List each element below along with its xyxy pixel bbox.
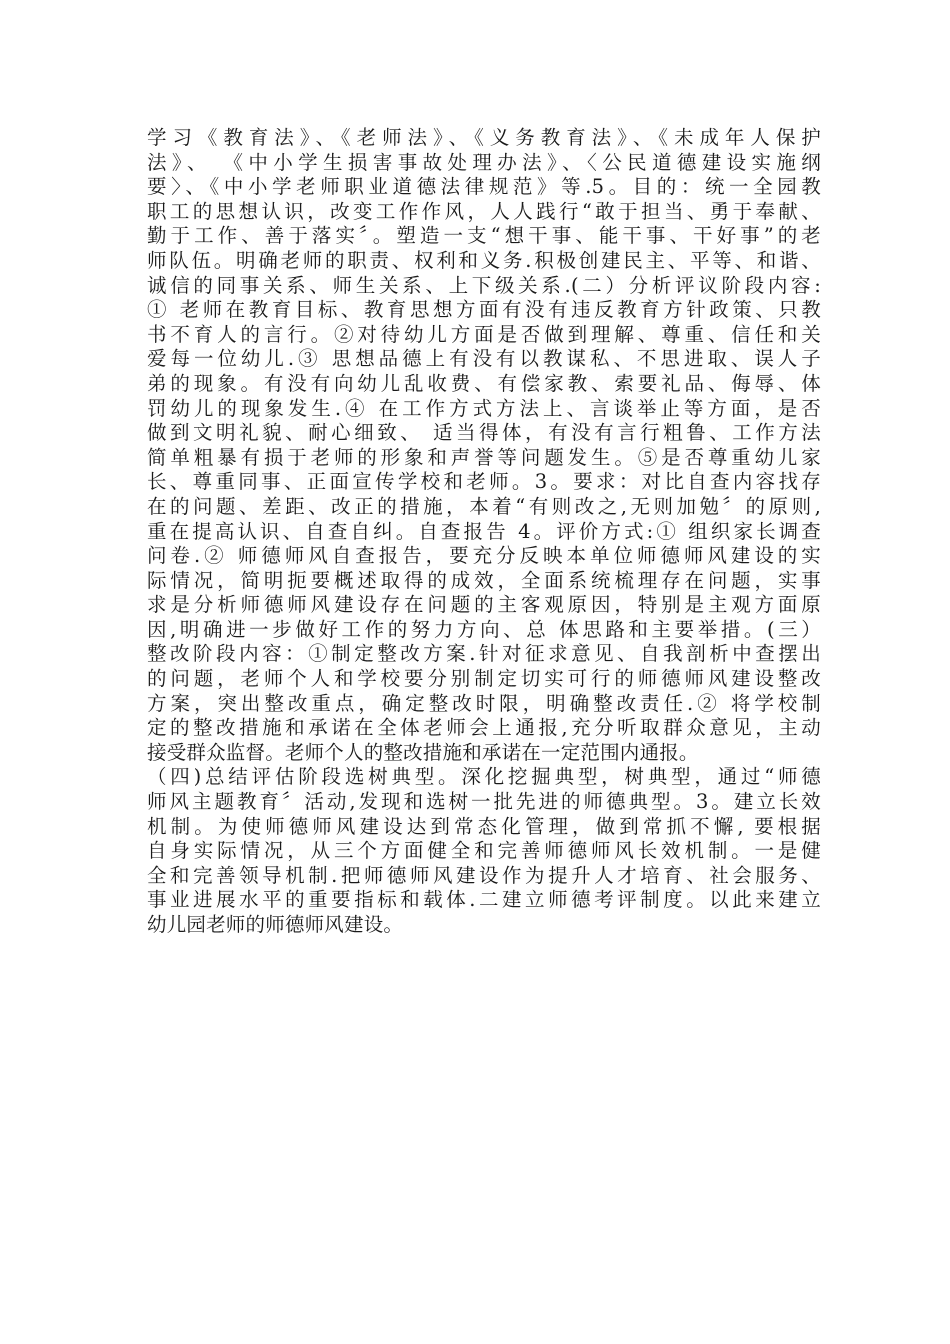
text-line: 方案，突出整改重点，确定整改时限，明确整改责任.② 将学校制 xyxy=(147,691,821,715)
text-line: 要〉、《中小学老师职业道德法律规范》等.5。目的：统一全园教 xyxy=(147,175,821,199)
text-line: 定的整改措施和承诺在全体老师会上通报,充分听取群众意见，主动 xyxy=(147,716,821,740)
text-line: 师队伍。明确老师的职责、权利和义务.积极创建民主、平等、和谐、 xyxy=(147,248,821,272)
text-line: 法》、 《中小学生损害事故处理办法》、〈公民道德建设实施纲 xyxy=(147,150,821,174)
text-line: 在的问题、差距、改正的措施，本着“有则改之,无则加勉〞的原则, xyxy=(147,494,821,518)
text-line: 问卷.② 师德师风自查报告，要充分反映本单位师德师风建设的实 xyxy=(147,544,821,568)
text-line: 事业进展水平的重要指标和载体.二建立师德考评制度。以此来建立 xyxy=(147,888,821,912)
text-line: 书不育人的言行。②对待幼儿方面是否做到理解、尊重、信任和关 xyxy=(147,322,821,346)
text-line: 师风主题教育〞活动,发现和选树一批先进的师德典型。3。建立长效 xyxy=(147,790,821,814)
text-line: 爱每一位幼儿.③ 思想品德上有没有以教谋私、不思进取、误人子 xyxy=(147,347,821,371)
text-line: 际情况，简明扼要概述取得的成效，全面系统梳理存在问题，实事 xyxy=(147,568,821,592)
text-line: 长、尊重同事、正面宣传学校和老师。3。要求：对比自查内容找存 xyxy=(147,470,821,494)
text-line: 诚信的同事关系、师生关系、上下级关系.(二）分析评议阶段内容: xyxy=(147,273,821,297)
text-line: （四)总结评估阶段选树典型。深化挖掘典型，树典型，通过“师德 xyxy=(147,765,821,789)
text-line: 的问题，老师个人和学校要分别制定切实可行的师德师风建设整改 xyxy=(147,667,821,691)
text-line: 弟的现象。有没有向幼儿乱收费、有偿家教、索要礼品、侮辱、体 xyxy=(147,371,821,395)
document-body xyxy=(147,126,821,938)
text-line: 简单粗暴有损于老师的形象和声誉等问题发生。⑤是否尊重幼儿家 xyxy=(147,445,821,469)
text-line: 自身实际情况，从三个方面健全和完善师德师风长效机制。一是健 xyxy=(147,839,821,863)
text-line: 罚幼儿的现象发生.④ 在工作方式方法上、言谈举止等方面，是否 xyxy=(147,396,821,420)
text-line: 机制。为使师德师风建设达到常态化管理，做到常抓不懈, 要根据 xyxy=(147,814,821,838)
text-line: 勤于工作、善于落实〞。塑造一支“想干事、能干事、干好事”的老 xyxy=(147,224,821,248)
text-line: 职工的思想认识，改变工作作风，人人践行“敢于担当、勇于奉献、 xyxy=(147,199,821,223)
text-line: 因,明确进一步做好工作的努力方向、总 体思路和主要举措。(三） xyxy=(147,617,821,641)
text-line: 求是分析师德师风建设存在问题的主客观原因，特别是主观方面原 xyxy=(147,593,821,617)
text-line: 接受群众监督。老师个人的整改措施和承诺在一定范围内通报。 xyxy=(147,740,699,764)
text-line: 幼儿园老师的师德师风建设。 xyxy=(147,913,404,936)
text-line: 学习《教育法》、《老师法》、《义务教育法》、《未成年人保护 xyxy=(147,126,821,149)
text-line: 整改阶段内容：①制定整改方案.针对征求意见、自我剖析中查摆出 xyxy=(147,642,821,666)
text-line: 做到文明礼貌、耐心细致、 适当得体，有没有言行粗鲁、工作方法 xyxy=(147,421,821,445)
text-line: ① 老师在教育目标、教育思想方面有没有违反教育方针政策、只教 xyxy=(147,298,821,322)
text-line: 全和完善领导机制.把师德师风建设作为提升人才培育、社会服务、 xyxy=(147,863,821,887)
text-line: 重在提高认识、自查自纠。自查报告 4。评价方式:① 组织家长调查 xyxy=(147,519,821,543)
